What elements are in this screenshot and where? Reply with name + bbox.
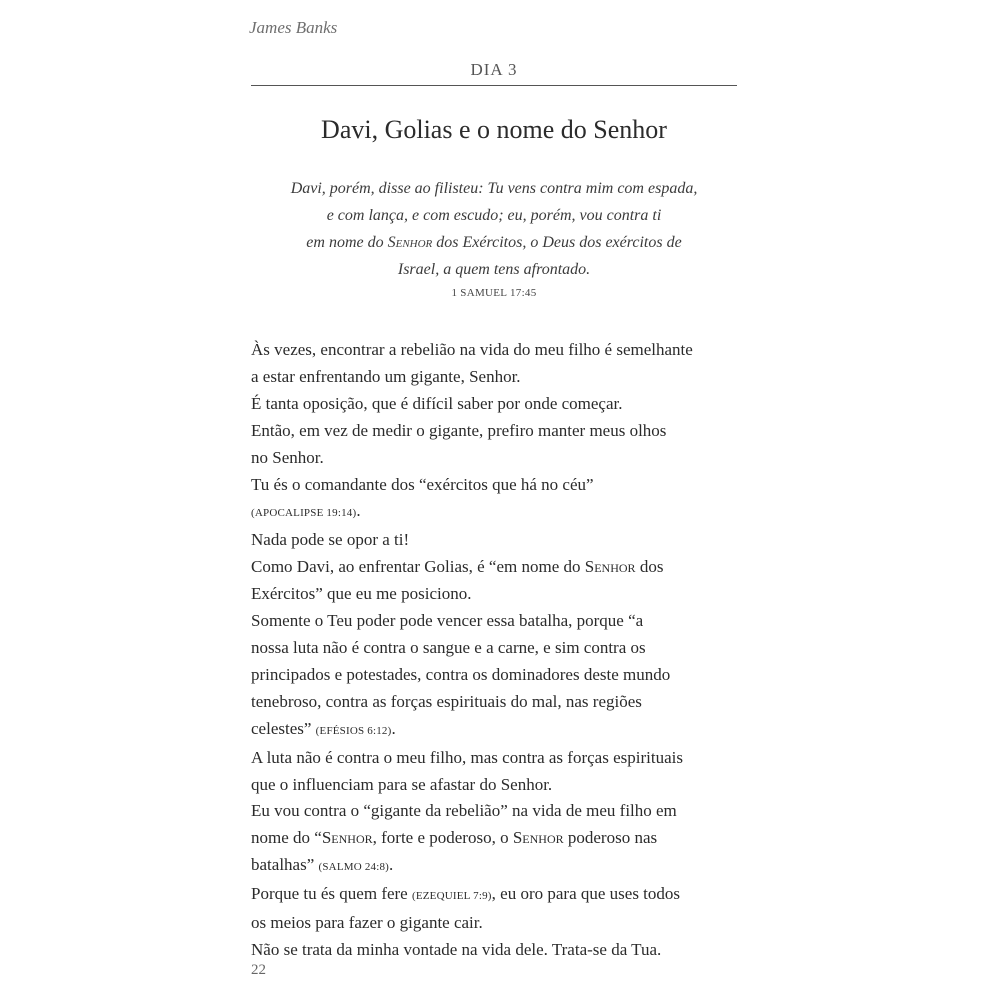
prayer-paragraph <box>251 745 746 799</box>
prayer-line: A luta não é contra o meu filho, mas contra as forças espirituais <box>251 747 683 767</box>
scripture-citation: (EFÉSIOS 6:12) <box>315 724 392 737</box>
epigraph-quote <box>251 175 737 283</box>
epigraph-text: em nome do <box>306 234 388 251</box>
prayer-text: Porque tu és quem fere <box>251 884 412 904</box>
prayer-line: principados e potestades, contra os dominadores deste mundo <box>251 664 671 684</box>
running-head-author: James Banks <box>249 18 338 37</box>
prayer-text: batalhas” <box>251 855 319 875</box>
prayer-paragraph <box>251 937 746 964</box>
epigraph-line: e com lança, e com escudo; eu, porém, vou contra ti <box>326 207 662 224</box>
prayer-text: Como Davi, ao enfrentar Golias, é “em nome do <box>251 557 585 577</box>
prayer-paragraph <box>251 527 746 554</box>
prayer-line <box>251 825 746 852</box>
page-number: 22 <box>251 962 266 978</box>
prayer-line <box>251 881 746 910</box>
epigraph-reference: 1 SAMUEL 17:45 <box>451 287 537 299</box>
page-title: Davi, Golias e o nome do Senhor <box>321 115 667 144</box>
prayer-line <box>251 852 746 881</box>
prayer-line: Eu vou contra o “gigante da rebelião” na vida de meu filho em <box>251 801 677 821</box>
scripture-citation: (APOCALIPSE 19:14) <box>251 507 357 520</box>
prayer-paragraph <box>251 798 746 881</box>
prayer-line: Às vezes, encontrar a rebelião na vida do meu filho é semelhante <box>251 340 693 359</box>
header-rule <box>251 85 737 86</box>
prayer-paragraph <box>251 337 746 391</box>
prayer-paragraph <box>251 391 746 418</box>
prayer-line: que o influenciam para se afastar do Senhor. <box>251 774 553 794</box>
prayer-text: nome do “ <box>251 828 322 848</box>
epigraph-text: dos Exércitos, o Deus dos exércitos de <box>432 234 682 251</box>
prayer-paragraph <box>251 608 746 745</box>
prayer-line <box>251 554 746 581</box>
epigraph-line <box>251 229 737 256</box>
prayer-line: os meios para fazer o gigante cair. <box>251 913 483 933</box>
scripture-citation: (EZEQUIEL 7:9) <box>411 890 492 903</box>
prayer-line: nossa luta não é contra o sangue e a carne, e sim contra os <box>251 637 646 657</box>
prayer-text: celestes” <box>251 718 316 738</box>
small-caps-lord: Senhor <box>512 828 564 848</box>
prayer-text: , eu oro para que uses todos <box>491 884 681 904</box>
prayer-text: dos <box>635 557 664 577</box>
prayer-line: Somente o Teu poder pode vencer essa batalha, porque “a <box>251 611 644 631</box>
punctuation: . <box>389 855 394 875</box>
epigraph-small-caps: Senhor <box>387 234 433 251</box>
prayer-line: tenebroso, contra as forças espirituais do mal, nas regiões <box>251 691 642 711</box>
prayer-line <box>251 716 746 745</box>
prayer-paragraph <box>251 554 746 608</box>
prayer-line: a estar enfrentando um gigante, Senhor. <box>251 366 521 386</box>
punctuation: . <box>356 501 361 521</box>
day-label: DIA 3 <box>470 60 518 79</box>
prayer-text: , forte e poderoso, o <box>372 828 513 848</box>
prayer-paragraph <box>251 881 746 937</box>
small-caps-lord: Senhor <box>321 828 373 848</box>
punctuation: . <box>391 718 396 738</box>
prayer-line: Exércitos” que eu me posiciono. <box>251 584 472 604</box>
prayer-line: É tanta oposição, que é difícil saber por onde começar. <box>251 393 623 413</box>
prayer-line <box>251 498 746 527</box>
prayer-paragraph <box>251 418 746 472</box>
prayer-line: Tu és o comandante dos “exércitos que há no céu” <box>251 474 594 494</box>
prayer-line: Nada pode se opor a ti! <box>251 530 410 550</box>
prayer-line: Então, em vez de medir o gigante, prefiro manter meus olhos <box>251 420 667 440</box>
epigraph-line: Davi, porém, disse ao filisteu: Tu vens contra mim com espada, <box>290 180 698 197</box>
small-caps-lord: Senhor <box>584 557 636 577</box>
epigraph-line: Israel, a quem tens afrontado. <box>397 261 591 278</box>
prayer-line: no Senhor. <box>251 447 324 467</box>
prayer-text: poderoso nas <box>563 828 658 848</box>
scripture-citation: (SALMO 24:8) <box>318 861 390 874</box>
prayer-line: Não se trata da minha vontade na vida dele. Trata-se da Tua. <box>251 939 662 959</box>
prayer-paragraph <box>251 472 746 528</box>
prayer-body <box>251 337 746 964</box>
